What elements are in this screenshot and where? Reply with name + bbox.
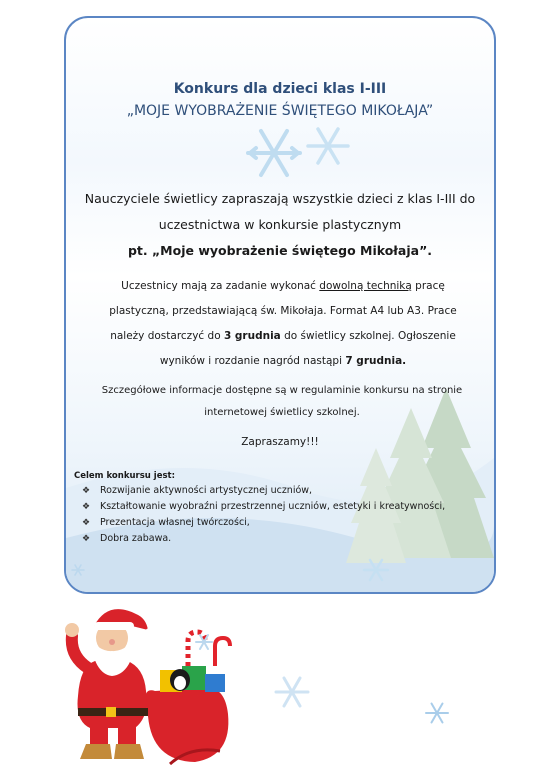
list-item: ❖ Kształtowanie wyobraźni przestrzennej uczniów, estetyki i kreatywności, [74, 499, 494, 515]
invitation-line: uczestnictwa w konkursie plastycznym [158, 217, 402, 232]
closing-text: Zapraszamy!!! [241, 436, 319, 448]
contest-subtitle: „MOJE WYOBRAŻENIE ŚWIĘTEGO MIKOŁAJA” [126, 103, 434, 119]
details-line: należy dostarczyć do 3 grudnia do świetlicy szkolnej. Ogłoszenie [110, 330, 456, 342]
goals-list [74, 483, 494, 547]
snowflake-icon [70, 562, 86, 578]
contest-name: pt. „Moje wyobrażenie świętego Mikołaja”. [127, 243, 433, 258]
contest-title: Konkurs dla dzieci klas I-III [173, 81, 387, 97]
diamond-bullet-icon: ❖ [82, 486, 91, 496]
details-line: plastyczną, przedstawiającą św. Mikołaja. Format A4 lub A3. Prace [109, 305, 457, 317]
santa-illustration [60, 596, 240, 766]
details-line: wyników i rozdanie nagród nastąpi 7 grudnia. [159, 355, 407, 367]
goals-heading: Celem konkursu jest: [74, 471, 175, 481]
invitation-text [66, 186, 494, 264]
snowflake-icon [272, 672, 312, 712]
snowflake-icon [194, 632, 214, 652]
invitation-line: Nauczyciele świetlicy zapraszają wszystkie dzieci z klas I-III do [84, 191, 476, 206]
contest-details [88, 274, 478, 374]
list-item: ❖ Dobra zabawa. [74, 531, 494, 547]
details-line: Uczestnicy mają za zadanie wykonać dowolną techniką pracę [121, 280, 445, 292]
diamond-bullet-icon: ❖ [82, 534, 91, 544]
diamond-bullet-icon: ❖ [82, 518, 91, 528]
results-date: 7 grudnia. [345, 355, 407, 367]
list-item: ❖ Prezentacja własnej twórczości, [74, 515, 494, 531]
diamond-bullet-icon: ❖ [82, 502, 91, 512]
list-item: ❖ Rozwijanie aktywności artystycznej uczniów, [74, 483, 494, 499]
more-info: Szczegółowe informacje dostępne są w regulaminie konkursu na stronie internetowej świetlicy szkolnej. [101, 385, 463, 418]
poster-frame [64, 16, 496, 594]
snowflake-icon [424, 700, 450, 726]
deadline-date: 3 grudnia [223, 330, 281, 342]
technique-emphasis: dowolną techniką [319, 280, 412, 292]
